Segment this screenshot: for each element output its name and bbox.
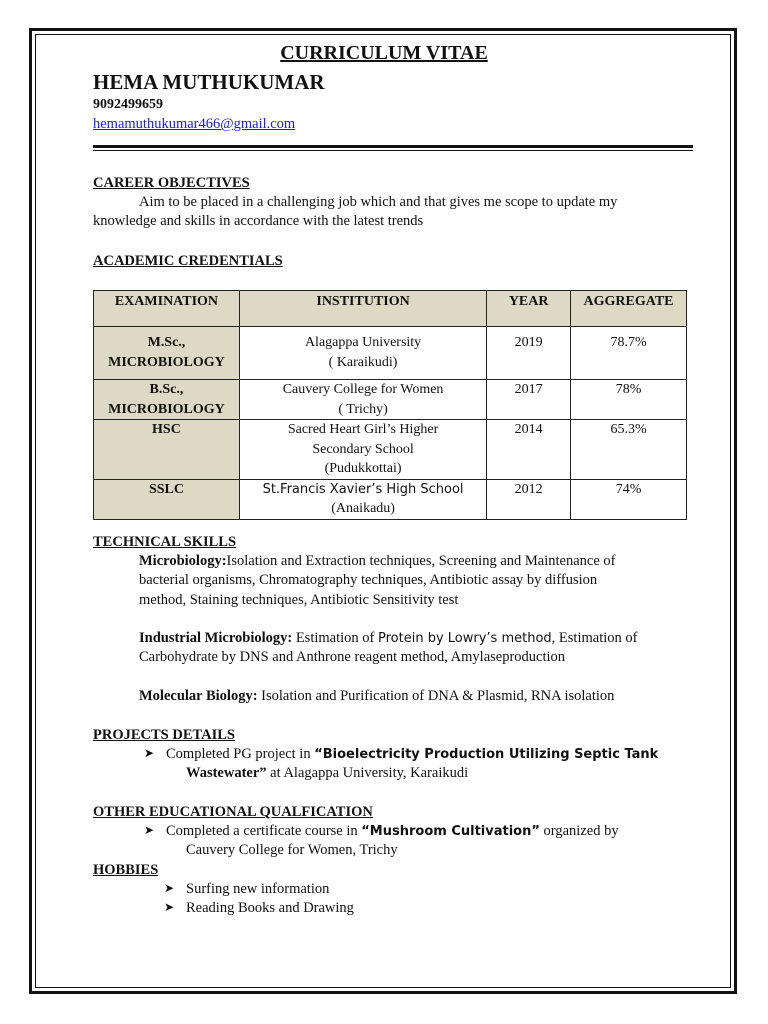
exam-text: M.Sc., [147, 335, 186, 350]
molecular-skill-line [139, 688, 614, 705]
academic-credentials-heading: ACADEMIC CREDENTIALS [93, 253, 283, 269]
institution-text: (Pudukkottai) [324, 461, 402, 476]
projects-heading: PROJECTS DETAILS [93, 727, 235, 743]
institution-text: ( Karaikudi) [328, 354, 398, 370]
exam-cell [94, 479, 240, 519]
hobby-text: Surfing new information [186, 881, 330, 897]
industrial-skill-line-1 [139, 630, 637, 647]
exam-cell [94, 420, 240, 480]
career-objectives-heading: CAREER OBJECTIVES [93, 175, 250, 191]
arrow-bullet-icon: ➤ [164, 881, 175, 895]
year-cell: 2017 [487, 380, 571, 420]
industrial-text: Estimation of [292, 630, 378, 646]
year-cell: 2014 [487, 420, 571, 480]
microbiology-text: Isolation and Extraction techniques, Screening and Maintenance of [226, 553, 616, 569]
email-link[interactable]: hemamuthukumar466@gmail.com [93, 116, 296, 132]
hobby-item [164, 881, 330, 898]
molecular-text: Isolation and Purification of DNA & Plasmid, RNA isolation [257, 688, 615, 704]
document-title: CURRICULUM VITAE [280, 42, 488, 64]
hobby-text: Reading Books and Drawing [186, 900, 354, 916]
table-row [94, 327, 687, 380]
qualification-bullet-item [144, 823, 619, 840]
arrow-bullet-icon: ➤ [144, 823, 155, 837]
qualification-text: organized by [539, 823, 619, 839]
industrial-text: , Estimation of [551, 630, 638, 646]
arrow-bullet-icon: ➤ [144, 746, 155, 760]
industrial-skill-line-2: Carbohydrate by DNS and Anthrone reagent method, Amylaseproduction [139, 649, 566, 665]
institution-cell [239, 420, 486, 480]
exam-text: SSLC [148, 481, 184, 497]
header-divider-thick [93, 145, 693, 148]
career-objective-line-1: Aim to be placed in a challenging job which and that gives me scope to update my [139, 194, 618, 210]
hobby-item [164, 900, 354, 917]
project-title: Wastewater” [186, 765, 267, 781]
project-text: Completed PG project in [166, 746, 315, 762]
institution-cell [239, 380, 486, 420]
institution-text: Alagappa University [304, 335, 422, 350]
table-row [94, 420, 687, 480]
phone-number: 9092499659 [93, 97, 163, 112]
arrow-bullet-icon: ➤ [164, 900, 175, 914]
exam-text: MICROBIOLOGY [108, 354, 225, 370]
microbiology-skill-line-3: method, Staining techniques, Antibiotic Sensitivity test [139, 592, 459, 608]
institution-text: St.Francis Xavier’s High School [262, 481, 464, 497]
exam-text: MICROBIOLOGY [108, 401, 225, 417]
table-row [94, 479, 687, 519]
technical-skills-heading: TECHNICAL SKILLS [93, 534, 237, 550]
exam-text: B.Sc., [149, 382, 184, 397]
qualification-text: Completed a certificate course in [166, 823, 362, 839]
aggregate-cell: 65.3% [571, 420, 687, 480]
career-objective-line-2: knowledge and skills in accordance with the latest trends [93, 213, 424, 229]
column-header: AGGREGATE [571, 291, 687, 327]
header-divider-thin [93, 150, 693, 151]
exam-cell [94, 327, 240, 380]
microbiology-skill-line-2: bacterial organisms, Chromatography techniques, Antibiotic assay by diffusion [139, 572, 598, 588]
hobbies-heading: HOBBIES [93, 862, 159, 878]
column-header: YEAR [487, 291, 571, 327]
qualification-line-2: Cauvery College for Women, Trichy [186, 842, 398, 858]
year-cell: 2019 [487, 327, 571, 380]
project-bullet-item [144, 746, 659, 763]
qualification-course: “Mushroom Cultivation” [361, 824, 540, 839]
table-header-row [94, 291, 687, 327]
column-header: INSTITUTION [239, 291, 486, 327]
industrial-label: Industrial Microbiology: [139, 630, 293, 646]
institution-text: Cauvery College for Women [282, 382, 444, 397]
project-line-2 [186, 765, 468, 782]
exam-cell [94, 380, 240, 420]
project-title: “Bioelectricity Production Utilizing Septic Tank [314, 747, 659, 762]
institution-text: Sacred Heart Girl’s Higher [287, 422, 439, 437]
microbiology-skill-line-1 [139, 553, 615, 570]
molecular-label: Molecular Biology: [139, 688, 258, 704]
table-row [94, 380, 687, 420]
academic-table [93, 290, 687, 520]
aggregate-cell: 78% [571, 380, 687, 420]
aggregate-cell: 74% [571, 479, 687, 519]
candidate-name: HEMA MUTHUKUMAR [93, 70, 325, 94]
exam-text: HSC [152, 422, 181, 437]
institution-text: (Anaikadu) [331, 501, 395, 516]
institution-text: ( Trichy) [338, 401, 388, 417]
institution-text: Secondary School [312, 441, 414, 457]
project-text: at Alagappa University, Karaikudi [266, 765, 469, 781]
aggregate-cell: 78.7% [571, 327, 687, 380]
other-qualification-heading: OTHER EDUCATIONAL QUALFICATION [93, 804, 373, 820]
industrial-text-method: Protein by Lowry’s method [378, 631, 552, 646]
microbiology-label: Microbiology: [139, 553, 227, 569]
institution-cell [239, 327, 486, 380]
year-cell: 2012 [487, 479, 571, 519]
column-header: EXAMINATION [94, 291, 240, 327]
institution-cell [239, 479, 486, 519]
